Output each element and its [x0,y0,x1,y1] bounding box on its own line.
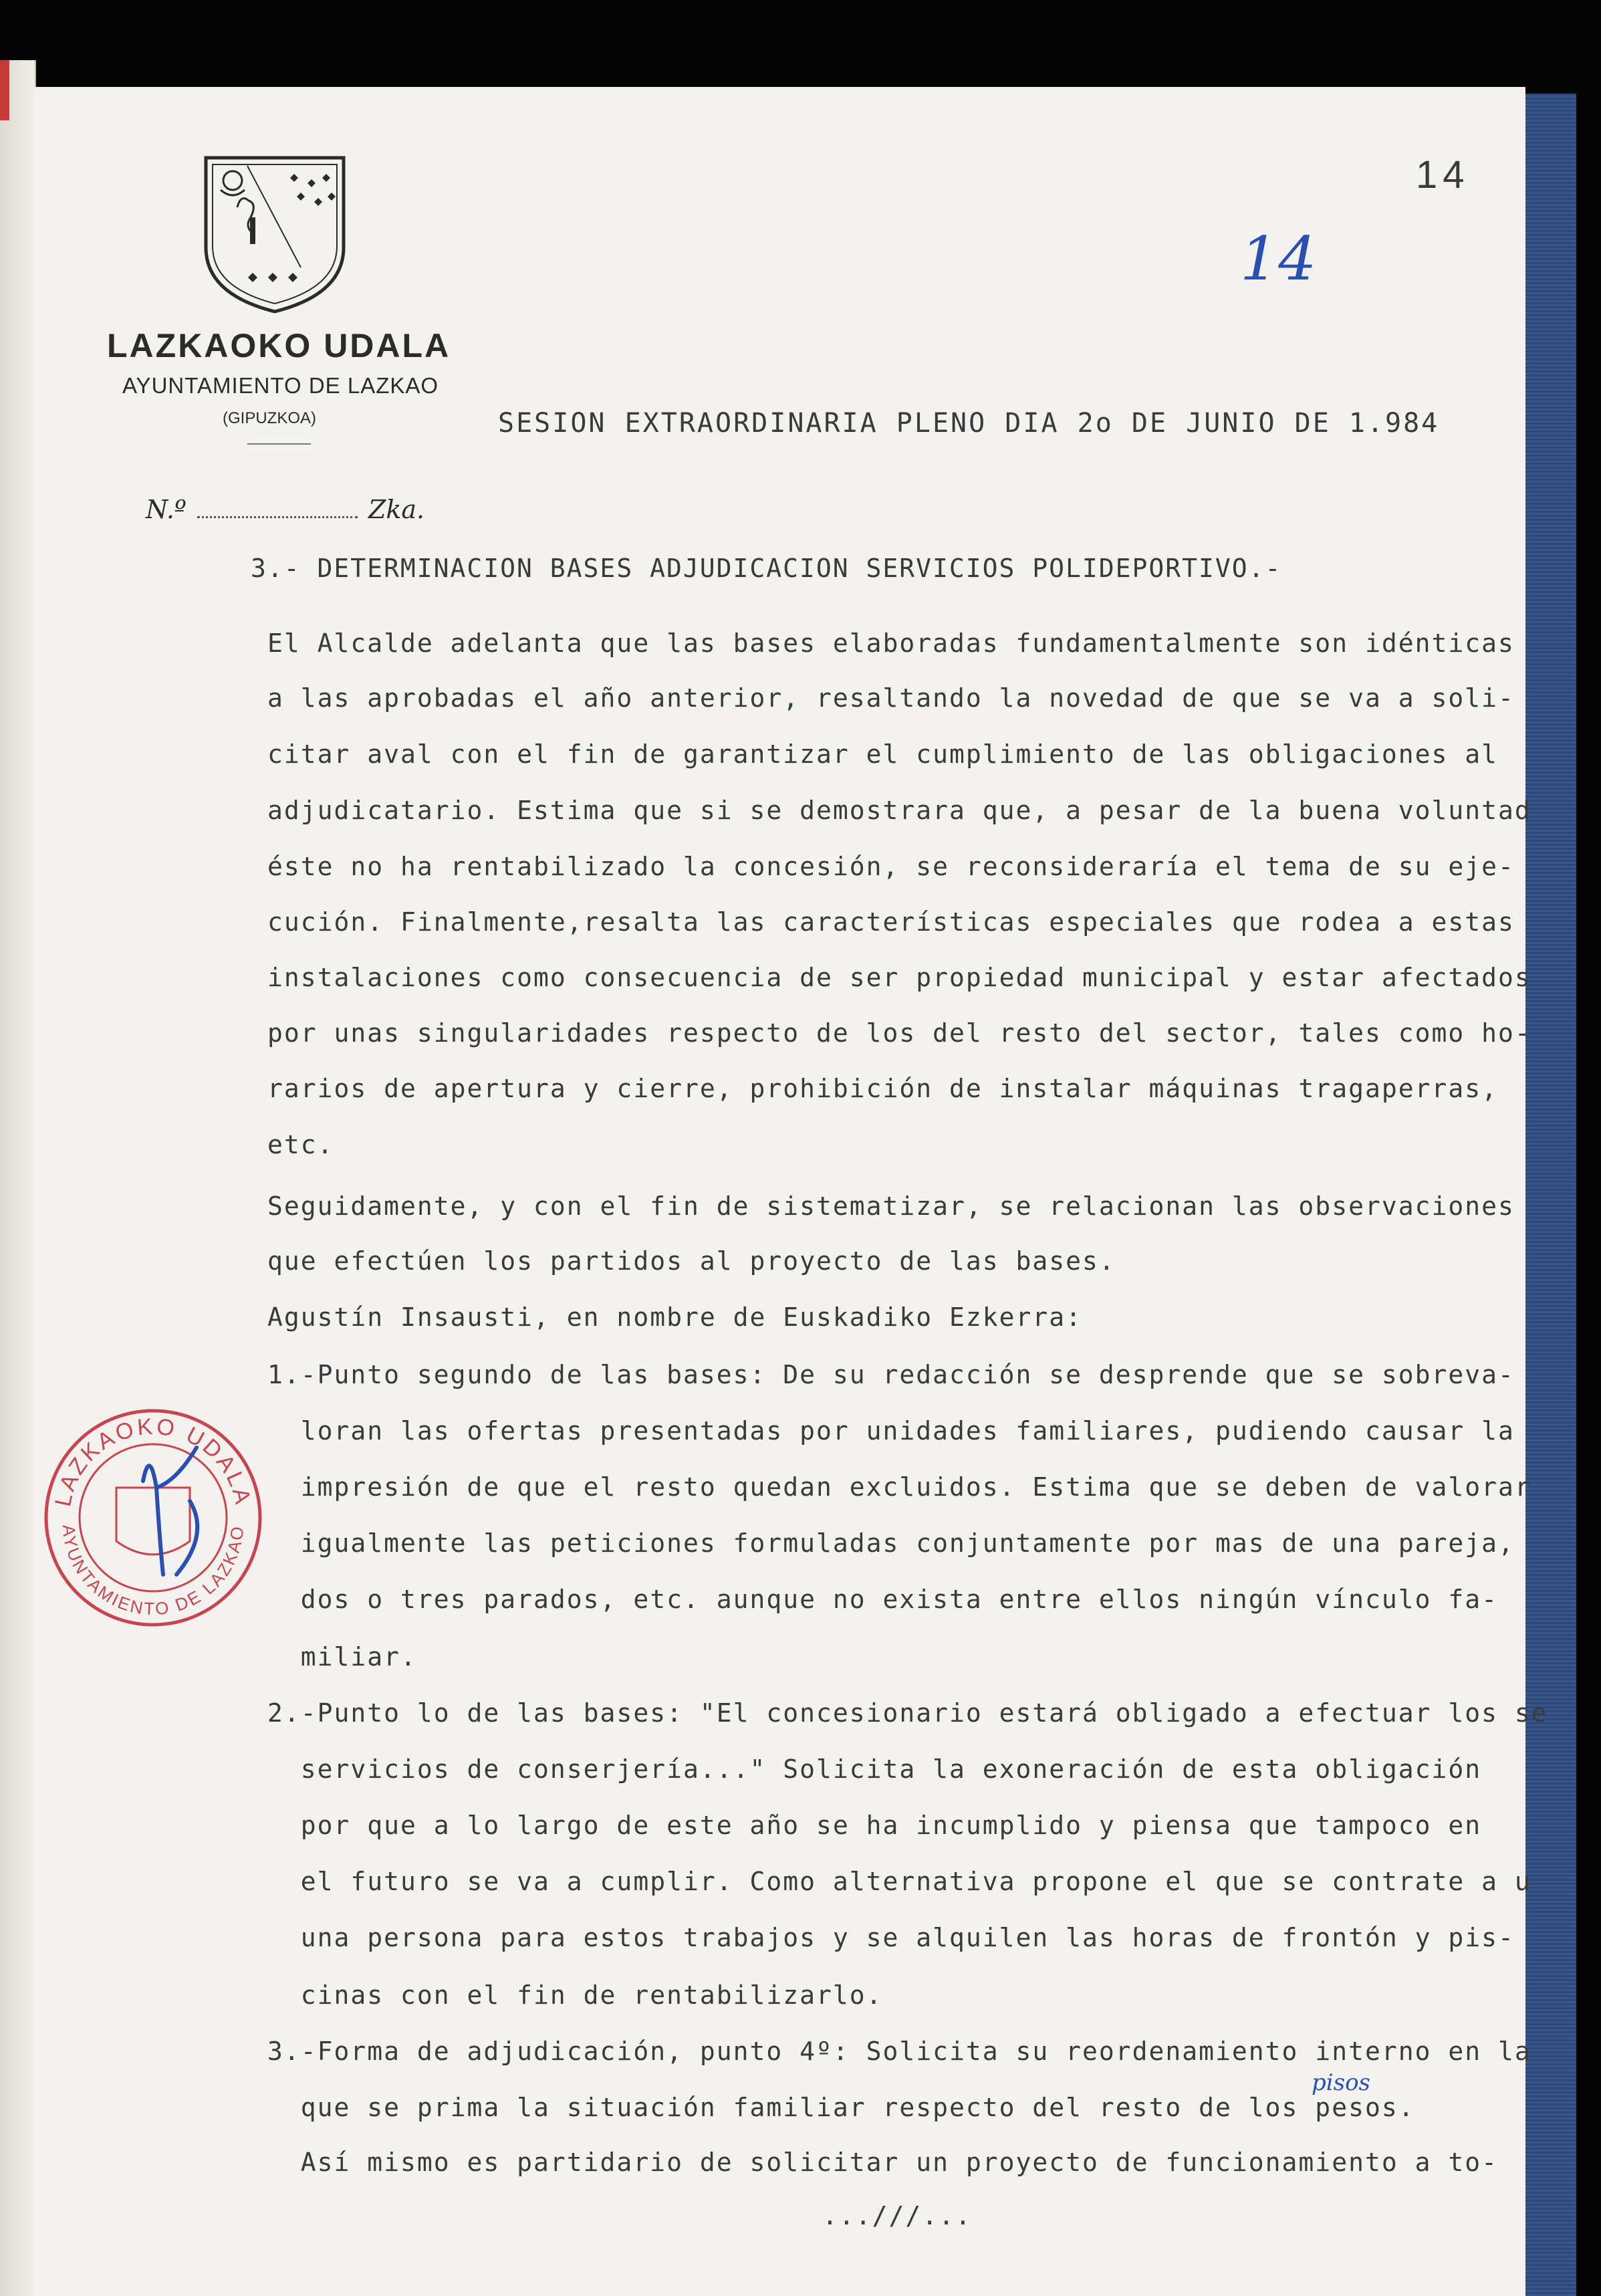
body-line: por unas singularidades respecto de los del resto del sector, tales como ho- [267,1018,1531,1048]
body-line: que se prima la situación familiar respecto del resto de los pesos. [267,2093,1415,2122]
body-line: el futuro se va a cumplir. Como alternativa propone el que se contrate a u [267,1867,1531,1896]
continuation-mark: ...///... [822,2201,972,2230]
body-line: dos o tres parados, etc. aunque no exista entre ellos ningún vínculo fa- [267,1585,1498,1614]
number-dots [197,516,358,518]
body-line: etc. [267,1130,334,1159]
handwritten-note: pisos [1312,2069,1371,2096]
body-line: una persona para estos trabajos y se alquilen las horas de frontón y pis- [267,1923,1515,1952]
svg-text:LAZKAOKO UDALA: LAZKAOKO UDALA [50,1413,257,1509]
province-label: (GIPUZKOA) [223,409,317,427]
body-line: éste no ha rentabilizado la concesión, se reconsideraría el tema de su eje- [267,852,1515,881]
body-line: citar aval con el fin de garantizar el cumplimiento de las obligaciones al [267,739,1498,769]
handwritten-page-number: 14 [1240,224,1317,294]
page-number: 14 [1416,153,1470,197]
section-heading: 3.- DETERMINACION BASES ADJUDICACION SERVICIOS POLIDEPORTIVO.- [251,554,1282,583]
body-line: igualmente las peticiones formuladas conjuntamente por mas de una pareja, [267,1528,1515,1558]
zka-label: Zka. [368,495,425,524]
body-line: rarios de apertura y cierre, prohibición de instalar máquinas tragaperras, [267,1074,1498,1103]
body-line: 2.-Punto lo de las bases: "El concesionario estará obligado a efectuar los se [267,1698,1548,1728]
header-divider [247,443,311,445]
body-line: por que a lo largo de este año se ha incumplido y piensa que tampoco en [267,1811,1482,1840]
book-edge-red [0,60,9,120]
body-line: adjudicatario. Estima que si se demostrara que, a pesar de la buena voluntad [267,796,1531,825]
body-line: que efectúen los partidos al proyecto de las bases. [267,1246,1116,1276]
number-label: N.º [146,495,187,524]
org-name: LAZKAOKO UDALA [107,327,451,364]
number-field [146,495,424,524]
body-line: loran las ofertas presentadas por unidades familiares, pudiendo causar la [267,1416,1515,1446]
svg-text:AYUNTAMIENTO DE LAZKAO: AYUNTAMIENTO DE LAZKAO [58,1523,248,1619]
body-line: 1.-Punto segundo de las bases: De su redacción se desprende que se sobreva- [267,1360,1515,1389]
body-line: servicios de conserjería..." Solicita la exoneración de esta obligación [267,1754,1482,1784]
body-line: Agustín Insausti, en nombre de Euskadiko Ezkerra: [267,1302,1083,1332]
book-binding [1517,94,1576,2296]
body-line: cinas con el fin de rentabilizarlo. [267,1980,883,2010]
municipal-stamp-icon [43,1407,263,1628]
body-line: instalaciones como consecuencia de ser propiedad municipal y estar afectados [267,963,1531,992]
body-line: Seguidamente, y con el fin de sistematizar, se relacionan las observaciones [267,1191,1515,1221]
body-line: El Alcalde adelanta que las bases elaboradas fundamentalmente son idénticas [267,628,1515,658]
session-title: SESION EXTRAORDINARIA PLENO DIA 2o DE JUNIO DE 1.984 [498,408,1440,439]
left-page-edge [0,60,36,2296]
municipal-crest-icon [201,154,349,314]
body-line: a las aprobadas el año anterior, resaltando la novedad de que se va a soli- [267,683,1515,713]
body-line: miliar. [267,1642,417,1672]
org-name-es: AYUNTAMIENTO DE LAZKAO [122,373,439,398]
body-line: Así mismo es partidario de solicitar un proyecto de funcionamiento a to- [267,2148,1498,2177]
body-line: impresión de que el resto quedan excluidos. Estima que se deben de valorar [267,1472,1531,1502]
body-line: 3.-Forma de adjudicación, punto 4º: Solicita su reordenamiento interno en la [267,2037,1531,2066]
body-line: cución. Finalmente,resalta las características especiales que rodea a estas [267,907,1515,937]
